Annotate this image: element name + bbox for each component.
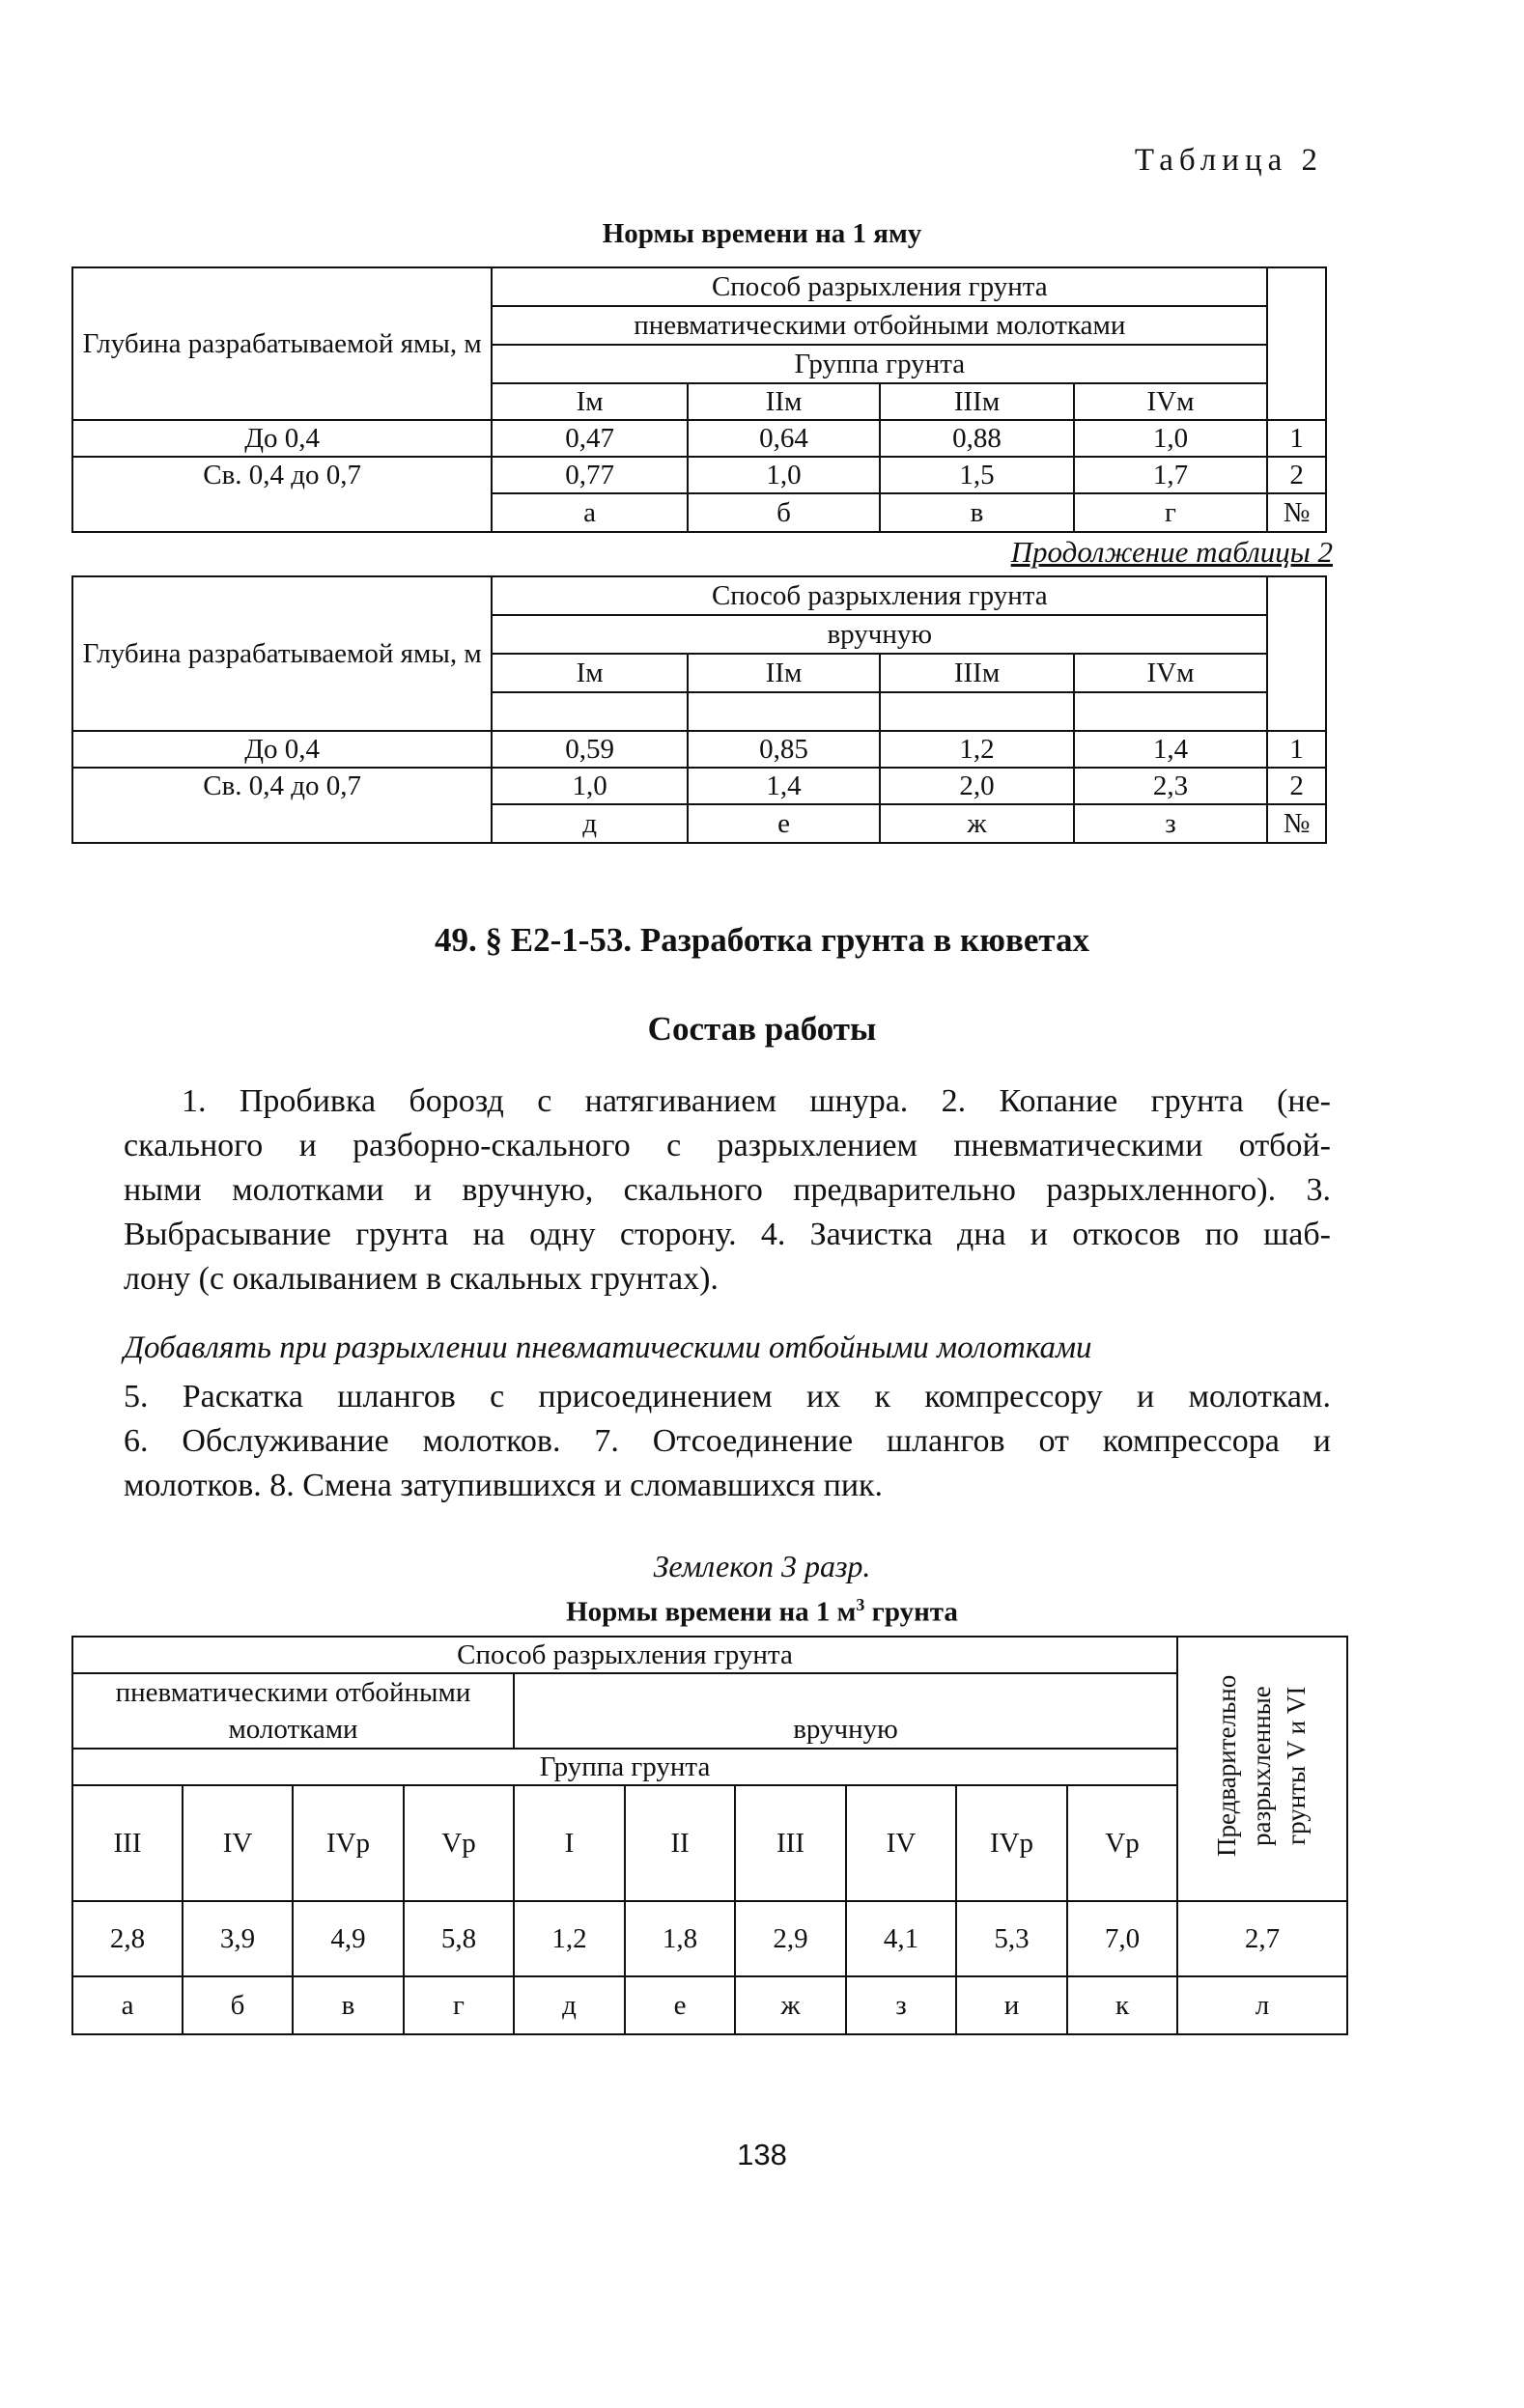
continuation-label: Продолжение таблицы 2 [1010, 535, 1333, 569]
table1-letter: г [1074, 493, 1267, 532]
table2-empty [688, 692, 880, 731]
paragraph-line: 1. Пробивка борозд с натягиванием шнура. 2. Копание грунта (не- [182, 1083, 1331, 1119]
table3-col: II [625, 1785, 735, 1901]
table3 [71, 1636, 1348, 2035]
table2-method: Способ разрыхления грунта [492, 576, 1267, 615]
table1-cell: 0,77 [492, 457, 687, 493]
table1-num-sign: № [1267, 493, 1326, 532]
table3-col: Vр [404, 1785, 514, 1901]
table3-cell: 2,9 [735, 1901, 846, 1976]
table1-row-header: Глубина разрабатываемой ямы, м [72, 267, 492, 420]
table1-cell: 1,5 [880, 457, 1073, 493]
table1 [71, 266, 1327, 533]
table1-empty [72, 493, 492, 532]
table1-caption: Нормы времени на 1 яму [602, 218, 922, 249]
section-title: 49. § Е2-1-53. Разработка грунта в кюветах [434, 921, 1090, 959]
table3-letter: г [404, 1976, 514, 2034]
table2-cell: 1,4 [688, 768, 880, 804]
table2-cell: 0,59 [492, 731, 687, 768]
table2-num-sign: № [1267, 804, 1326, 843]
table1-cell: 1,0 [688, 457, 880, 493]
table3-cell: 5,3 [956, 1901, 1067, 1976]
table1-group: Группа грунта [492, 345, 1267, 383]
table2-cell: 1,0 [492, 768, 687, 804]
table2-col-4: IVм [1074, 654, 1267, 692]
table3-col: III [735, 1785, 846, 1901]
table1-cell: 0,88 [880, 420, 1073, 457]
work-paragraph-1 [124, 1079, 1331, 1302]
table2-letter: ж [880, 804, 1073, 843]
table3-col: IV [846, 1785, 956, 1901]
table2-row-header: Глубина разрабатываемой ямы, м [72, 576, 492, 731]
table3-caption: Нормы времени на 1 $м^3$ грунта [566, 1595, 958, 1628]
table1-blank [1267, 267, 1326, 420]
table2-submethod: вручную [492, 615, 1267, 654]
table3-col: I [514, 1785, 625, 1901]
table1-col-2: IIм [688, 383, 880, 420]
table1-submethod: пневматическими отбойными молотками [492, 306, 1267, 345]
table2-cell: 2,3 [1074, 768, 1267, 804]
table3-col: III [72, 1785, 183, 1901]
table2-letter: д [492, 804, 687, 843]
work-paragraph-2 [124, 1375, 1331, 1508]
table-label: Таблица 2 [1134, 143, 1323, 178]
paragraph-line: ными молотками и вручную, скального предварительно разрыхленного). 3. [124, 1172, 1331, 1208]
table3-letter: б [183, 1976, 293, 2034]
table1-cell: 1,7 [1074, 457, 1267, 493]
paragraph-line: Выбрасывание грунта на одну сторону. 4. Зачистка дна и откосов по шаб- [124, 1217, 1331, 1252]
table2-col-2: IIм [688, 654, 880, 692]
table3-group: Группа грунта [72, 1749, 1177, 1785]
table3-letter: ж [735, 1976, 846, 2034]
table2-empty [72, 804, 492, 843]
worker-label: Землекоп 3 разр. [653, 1549, 871, 1583]
page-number: 138 [737, 2138, 787, 2171]
table2-cell: 1,2 [880, 731, 1073, 768]
table3-cell: 4,9 [293, 1901, 404, 1976]
table1-cell: 1,0 [1074, 420, 1267, 457]
table3-manual: вручную [514, 1673, 1177, 1749]
table2-letter: е [688, 804, 880, 843]
table3-cell: 5,8 [404, 1901, 514, 1976]
table3-col: IVр [956, 1785, 1067, 1901]
table2-letter: з [1074, 804, 1267, 843]
table3-cell: 7,0 [1067, 1901, 1177, 1976]
table1-letter: в [880, 493, 1073, 532]
table3-letter: е [625, 1976, 735, 2034]
table2-cell: 1,4 [1074, 731, 1267, 768]
table1-letter: а [492, 493, 687, 532]
table2-cell: 0,85 [688, 731, 880, 768]
paragraph-line: молотков. 8. Смена затупившихся и сломавшихся пик. [124, 1468, 884, 1503]
table3-cell: 2,7 [1177, 1901, 1347, 1976]
section-subtitle: Состав работы [647, 1010, 877, 1048]
table3-prelim-header: Предварительно разрыхленные грунты V и VI [1177, 1637, 1347, 1901]
paragraph-line: скального и разборно-скального с разрыхлением пневматическими отбой- [124, 1128, 1331, 1163]
table2 [71, 575, 1327, 844]
table3-letter: и [956, 1976, 1067, 2034]
table3-cell: 1,8 [625, 1901, 735, 1976]
table3-letter: з [846, 1976, 956, 2034]
paragraph-line: 5. Раскатка шлангов с присоединением их к компрессору и молоткам. [124, 1379, 1331, 1414]
table3-pneumatic: пневматическими отбойными молотками [72, 1673, 514, 1749]
table2-empty [1074, 692, 1267, 731]
table2-row-num: 1 [1267, 731, 1326, 768]
table2-cell: 2,0 [880, 768, 1073, 804]
table1-cell: 0,64 [688, 420, 880, 457]
table1-row-num: 2 [1267, 457, 1326, 493]
table3-letter: д [514, 1976, 625, 2034]
table3-letter: в [293, 1976, 404, 2034]
table3-col: IV [183, 1785, 293, 1901]
table2-col-1: Iм [492, 654, 687, 692]
table3-col: Vр [1067, 1785, 1177, 1901]
table3-cell: 1,2 [514, 1901, 625, 1976]
table2-blank [1267, 576, 1326, 731]
table3-cell: 2,8 [72, 1901, 183, 1976]
table1-col-4: IVм [1074, 383, 1267, 420]
table3-cell: 4,1 [846, 1901, 956, 1976]
table1-row-num: 1 [1267, 420, 1326, 457]
table1-col-3: IIIм [880, 383, 1073, 420]
italic-note: Добавлять при разрыхлении пневматическими отбойными молотками [124, 1330, 1092, 1365]
table2-empty [880, 692, 1073, 731]
table3-cell: 3,9 [183, 1901, 293, 1976]
table1-method: Способ разрыхления грунта [492, 267, 1267, 306]
table1-col-1: Iм [492, 383, 687, 420]
table3-col: IVр [293, 1785, 404, 1901]
table1-cell: 0,47 [492, 420, 687, 457]
table2-row-label: До 0,4 [72, 731, 492, 768]
paragraph-line: лону (с окалыванием в скальных грунтах). [124, 1261, 719, 1297]
table1-row-label: Св. 0,4 до 0,7 [72, 457, 492, 493]
table2-row-num: 2 [1267, 768, 1326, 804]
table2-empty [492, 692, 687, 731]
table3-letter: к [1067, 1976, 1177, 2034]
table2-col-3: IIIм [880, 654, 1073, 692]
table1-letter: б [688, 493, 880, 532]
paragraph-line: 6. Обслуживание молотков. 7. Отсоединение шлангов от компрессора и [124, 1423, 1331, 1459]
table3-letter: а [72, 1976, 183, 2034]
table3-letter: л [1177, 1976, 1347, 2034]
table1-row-label: До 0,4 [72, 420, 492, 457]
table3-method: Способ разрыхления грунта [72, 1637, 1177, 1673]
table2-row-label: Св. 0,4 до 0,7 [72, 768, 492, 804]
